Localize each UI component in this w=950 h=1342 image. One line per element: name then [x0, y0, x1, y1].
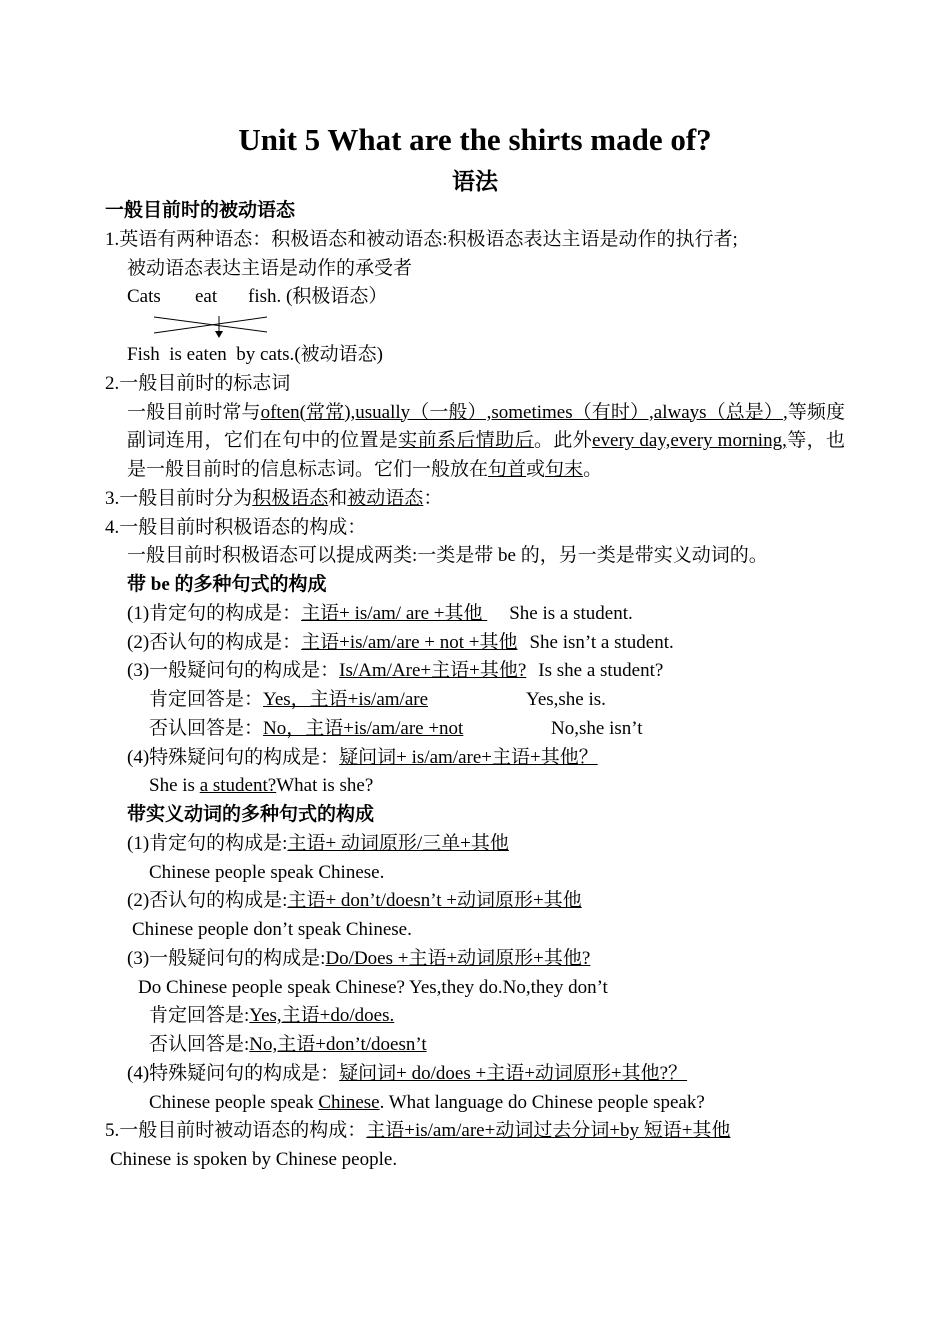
section-heading: 一般目前时的被动语态 [105, 200, 296, 221]
be-r4-example-b: What is she? [276, 775, 374, 797]
p2-paragraph [105, 399, 845, 485]
verb-r2-label: (2)否认句的构成是: [127, 890, 288, 912]
be-no-label: 否认回答是： [149, 717, 264, 739]
be-r2-rule: 主语+is/am/are + not +其他 [301, 631, 518, 653]
verb-row-wh-question [105, 1060, 845, 1089]
passive-voice-tag: (被动语态) [294, 344, 383, 365]
be-r1-rule: 主语+ is/am/ are +其他 [301, 602, 488, 624]
verb-r1-example: Chinese people speak Chinese. [149, 861, 385, 883]
be-r1-label: (1)肯定句的构成是： [127, 602, 302, 624]
active-word-cats: Cats [127, 286, 161, 308]
verb-r4-label: (4)特殊疑问句的构成是： [127, 1062, 340, 1084]
verb-r3-example: Do Chinese people speak Chinese? Yes,they do.No,they don’t [138, 976, 608, 998]
be-r3-example: Is she a student? [538, 660, 664, 682]
verb-r4-example-a: Chinese people speak [149, 1091, 319, 1113]
verb-r2-rule: 主语+ don’t/doesn’t +动词原形+其他 [287, 890, 582, 912]
p1-line1: 1.英语有两种语态：积极语态和被动语态:积极语态表达主语是动作的执行者; [105, 228, 738, 250]
verb-heading: 带实义动词的多种句式的构成 [127, 804, 375, 825]
verb-wh-example [105, 1089, 845, 1118]
p5-line [105, 1117, 845, 1146]
page-subtitle: 语法 [452, 169, 498, 194]
verb-r3-rule: Do/Does +主语+动词原形+其他? [325, 947, 591, 969]
verb-r2-example: Chinese people don’t speak Chinese. [132, 919, 412, 940]
p3-text-3: ： [423, 487, 443, 509]
p3-passive-voice: 被动语态 [347, 487, 424, 509]
verb-no-rule: No,主语+don’t/doesn’t [249, 1034, 427, 1055]
be-heading: 带 be 的多种句式的构成 [127, 574, 327, 595]
be-yes-label: 肯定回答是： [149, 689, 264, 710]
be-row-question [105, 657, 845, 686]
p4-intro: 一般目前时积极语态可以提成两类:一类是带 be 的，另一类是带实义动词的。 [127, 545, 768, 567]
active-word-fish: fish. [248, 286, 282, 308]
be-row-affirmative [105, 600, 845, 629]
active-word-eat: eat [195, 286, 218, 308]
be-yes-rule: Yes，主语+is/am/are [263, 689, 429, 710]
verb-row-question [105, 945, 845, 974]
p2-text-2: ,等频度副词连用，它们在句中的位置是 [127, 401, 845, 452]
be-r3-label: (3)一般疑问句的构成是： [127, 660, 340, 682]
verb-r1-rule: 主语+ 动词原形/三单+其他 [287, 832, 509, 854]
verb-yes-rule: Yes,主语+do/does. [249, 1005, 395, 1027]
be-no-example: No,she isn’t [551, 717, 643, 739]
p2-sentence-start: 句首 [488, 459, 527, 480]
arrow-head-icon [215, 331, 223, 338]
p5-rule: 主语+is/am/are+动词过去分词+by 短语+其他 [366, 1120, 731, 1142]
p4-heading: 4.一般目前时积极语态的构成： [105, 516, 367, 538]
p5-label: 5.一般目前时被动语态的构成： [105, 1120, 367, 1142]
voice-transformation-arrows [149, 312, 279, 341]
passive-word-is-eaten: is eaten [169, 344, 227, 365]
p2-heading: 2.一般目前时的标志词 [105, 372, 291, 394]
verb-r3-label: (3)一般疑问句的构成是: [127, 947, 326, 969]
passive-word-fish: Fish [127, 344, 160, 365]
active-voice-example [105, 283, 845, 312]
p2-text-3: 。此外 [533, 430, 593, 452]
passive-voice-example [105, 341, 845, 370]
be-r3-rule: Is/Am/Are+主语+其他? [339, 660, 527, 682]
verb-r1-label: (1)肯定句的构成是: [127, 832, 288, 854]
p2-text-6: 。 [583, 459, 603, 480]
p1-line2: 被动语态表达主语是动作的承受者 [127, 257, 413, 279]
be-r4-label: (4)特殊疑问句的构成是： [127, 746, 340, 768]
p2-time-phrases: every day,every morning, [592, 430, 787, 452]
page-title: Unit 5 What are the shirts made of? [238, 122, 712, 157]
be-r4-example-a: She is [149, 775, 200, 797]
be-row-wh-question [105, 744, 845, 773]
p3-active-voice: 积极语态 [252, 487, 329, 509]
be-r2-example: She isn’t a student. [529, 631, 674, 653]
be-row-no-answer [105, 715, 845, 744]
be-row-yes-answer [105, 686, 845, 715]
verb-row-no-answer [105, 1031, 845, 1060]
be-r4-example-underlined: a student? [199, 775, 277, 797]
be-no-rule: No，主语+is/am/are +not [263, 717, 464, 739]
verb-yes-label: 肯定回答是: [149, 1005, 250, 1027]
be-yes-example: Yes,she is. [526, 689, 606, 710]
p2-text-1: 一般目前时常与 [127, 401, 261, 423]
be-wh-example [105, 772, 845, 801]
p3-text-1: 3.一般目前时分为 [105, 487, 253, 509]
passive-word-by-cats: by cats. [236, 344, 295, 365]
verb-row-affirmative [105, 830, 845, 859]
p2-sentence-end: 句末 [545, 459, 584, 480]
document-body [105, 197, 845, 1175]
p5-example: Chinese is spoken by Chinese people. [110, 1149, 398, 1170]
verb-r4-example-underlined: Chinese [318, 1091, 380, 1113]
be-r4-rule: 疑问词+ is/am/are+主语+其他？ [339, 746, 598, 768]
verb-r4-rule: 疑问词+ do/does +主语+动词原形+其他?？ [339, 1062, 688, 1084]
p2-frequency-words: often(常常),usually（一般）,sometimes（有时）,always（总是） [260, 401, 783, 423]
p2-text-5: 或 [526, 459, 546, 480]
verb-row-yes-answer [105, 1002, 845, 1031]
verb-r4-example-b: . What language do Chinese people speak? [379, 1091, 705, 1113]
verb-no-label: 否认回答是: [149, 1034, 250, 1055]
be-r2-label: (2)否认句的构成是： [127, 631, 302, 653]
active-voice-tag: (积极语态） [286, 286, 388, 308]
p2-text-4: 等，也是一般目前时的信息标志词。它们一般放在 [127, 430, 845, 480]
p3-line [105, 485, 845, 514]
verb-row-negative [105, 887, 845, 916]
be-row-negative [105, 629, 845, 658]
be-r1-example: She is a student. [509, 602, 633, 624]
p2-position-rule: 实前系后情助后 [398, 430, 534, 452]
p3-text-2: 和 [328, 487, 348, 509]
